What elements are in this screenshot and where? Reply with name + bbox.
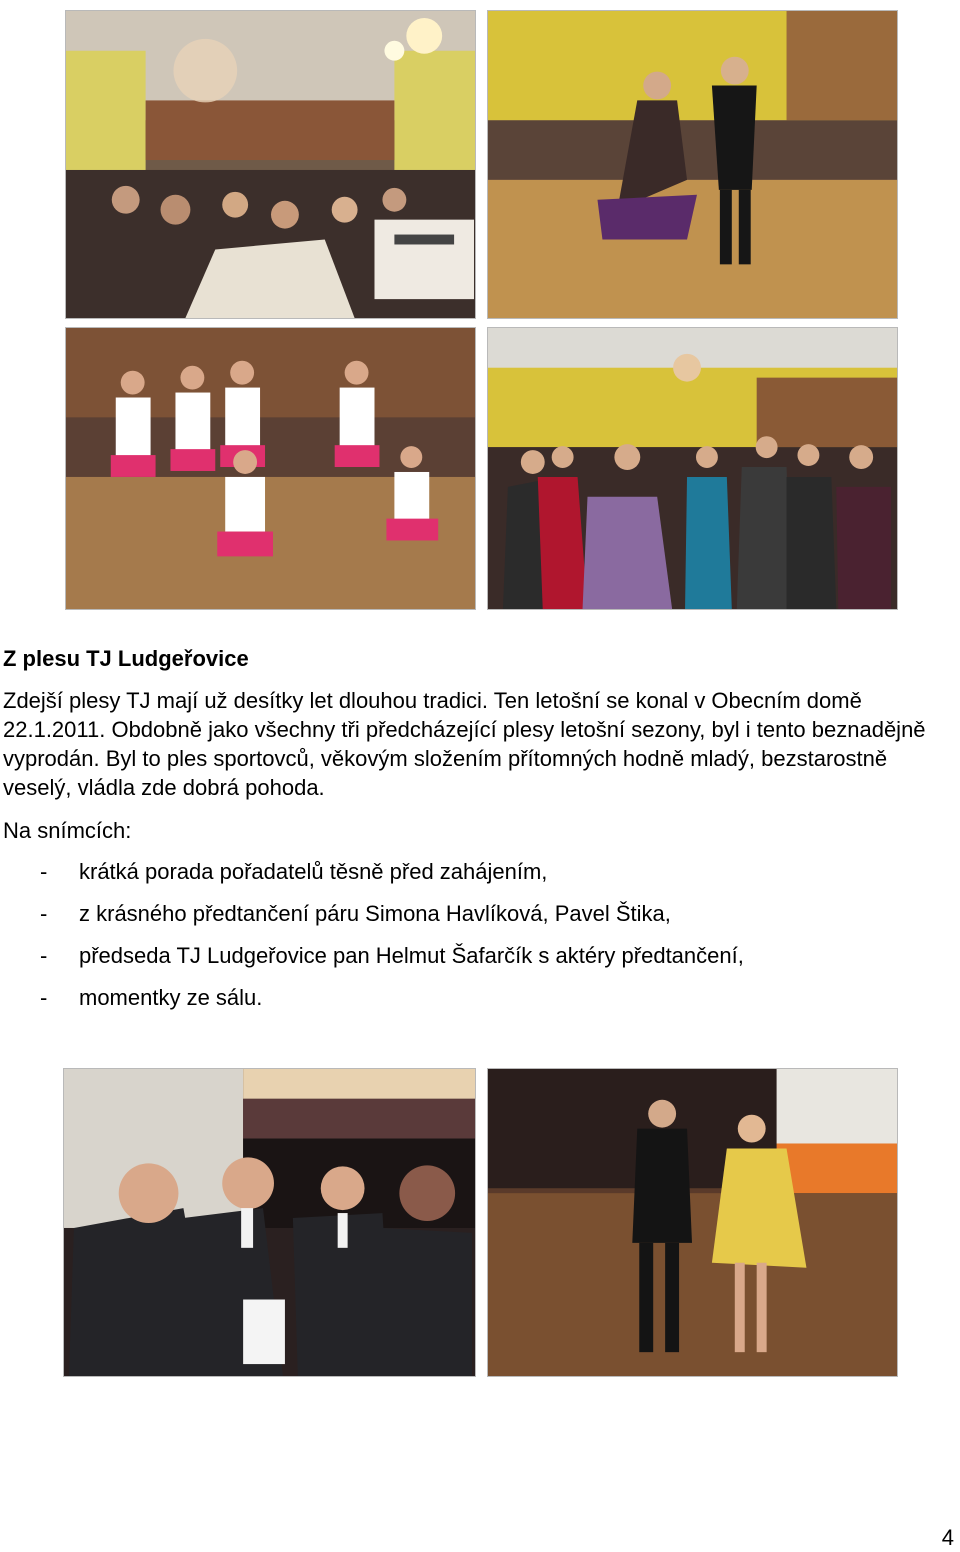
article-heading: Z plesu TJ Ludgeřovice [3,646,249,671]
photo-organizers-meeting [63,1068,476,1377]
list-dash: - [40,943,48,968]
list-dash: - [40,901,48,926]
caption-intro: Na snímcích: [3,818,132,843]
article-paragraph: Zdejší plesy TJ mají už desítky let dlouhou tradici. Ten letošní se konal v Obecním domě 22.1.2011. Obdobně jako všechny tři předcházející plesy letošní sezony, byl i tento beznadějně vyprodán. Byl to ples sportovců, věkovým složením přítomných hodně mladý, bezstarostně veselý, vládla zde dobrá pohoda. [3,688,926,800]
photo-majorettes [65,327,476,610]
list-item-text: z krásného předtančení páru Simona Havlíková, Pavel Štika, [79,901,671,926]
photo-dance-couple [487,10,898,319]
list-item-text: momentky ze sálu. [79,985,263,1010]
list-dash: - [40,859,48,884]
list-item-text: předseda TJ Ludgeřovice pan Helmut Šafarčík s aktéry předtančení, [79,943,744,968]
photo-ballroom-crowd [65,10,476,319]
photo-latin-dance-couple [487,1068,898,1377]
page-number: 4 [941,1525,954,1550]
photo-couples-dancing [487,327,898,610]
list-dash: - [40,985,48,1010]
list-item-text: krátká porada pořadatelů těsně před zahájením, [79,859,548,884]
